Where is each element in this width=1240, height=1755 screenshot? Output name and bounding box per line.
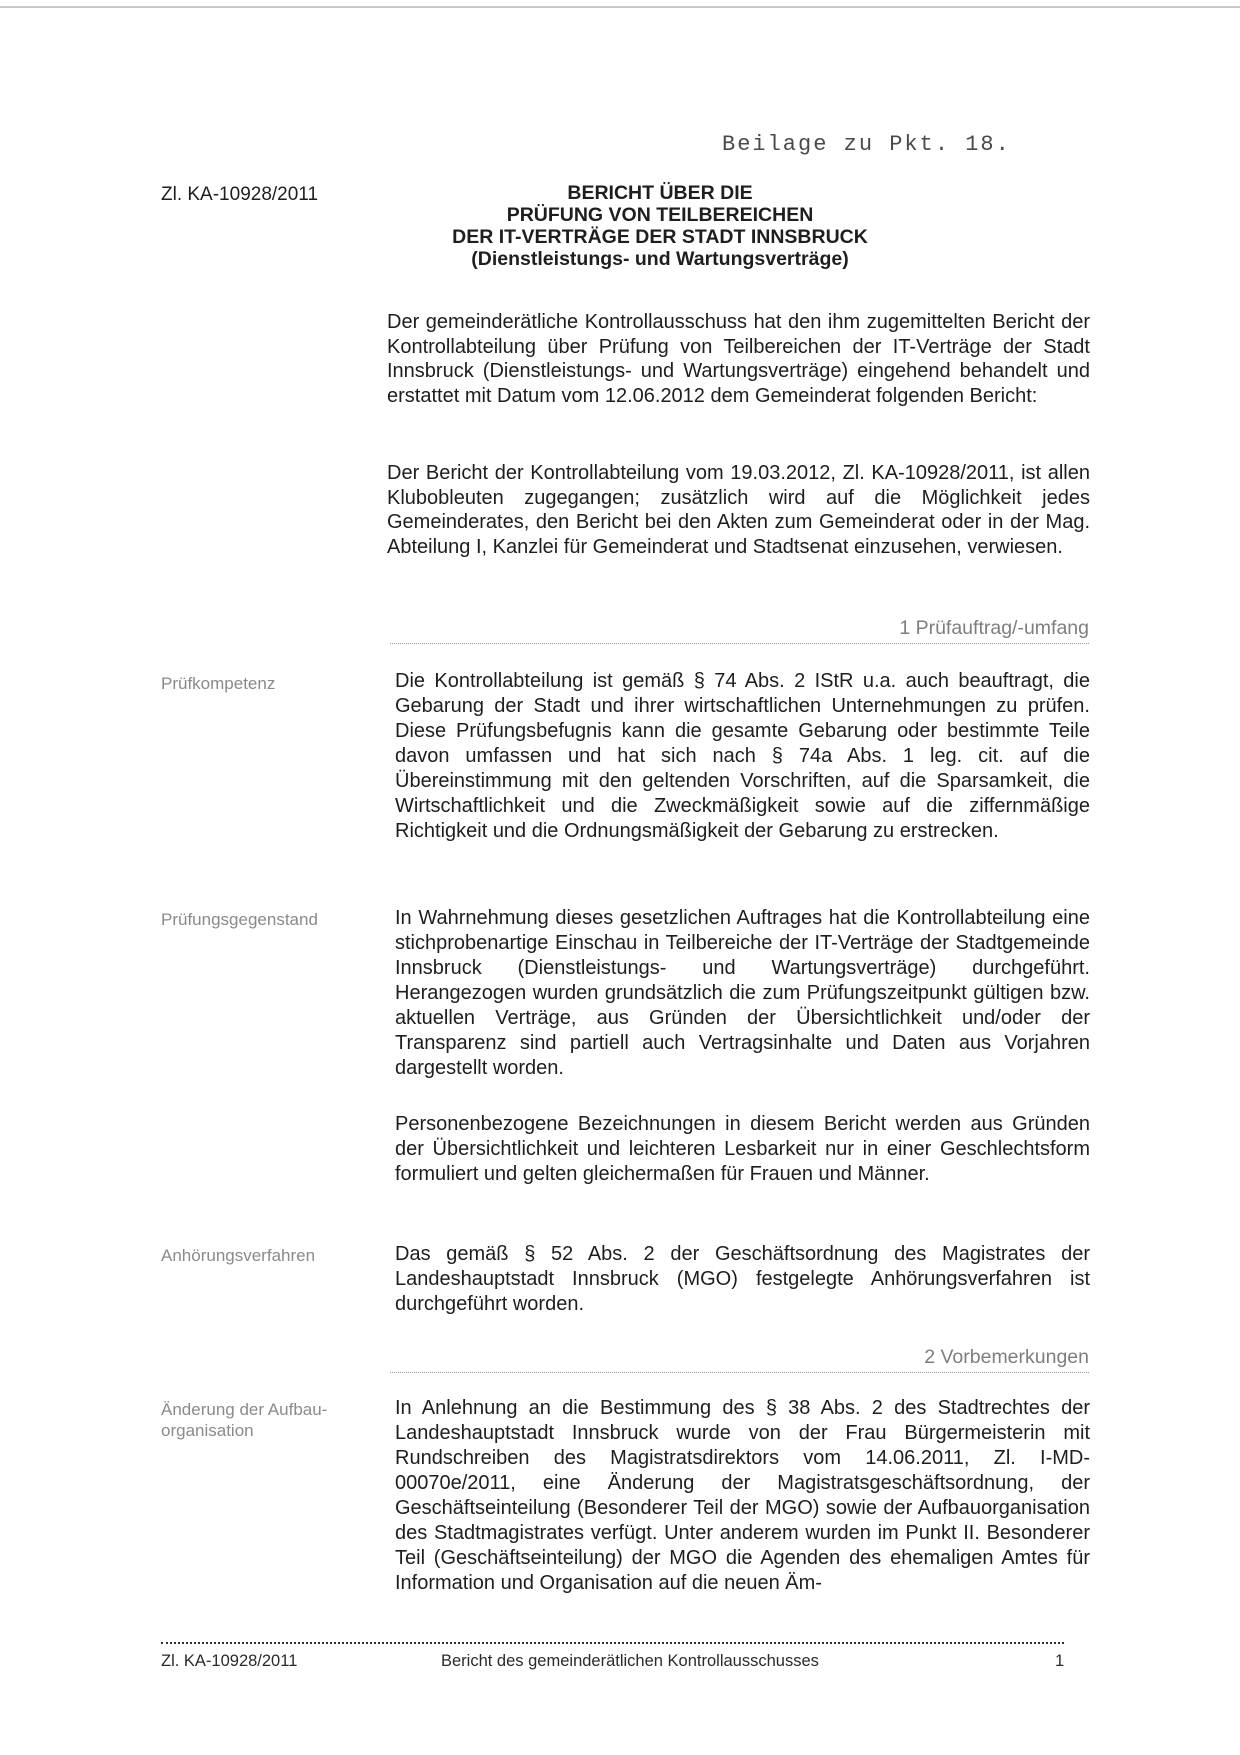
paragraph-aufbauorganisation: In Anlehnung an die Bestimmung des § 38 Abs. 2 des Stadtrechtes der Landeshauptstadt Innsbruck wurde von der Frau Bürgermeisterin mit Rundschreiben des Magistratsdirektors vom 14.06.2011, Zl. I-MD-00070e/2011, eine Änderung der Magistratsgeschäftsordnung, der Geschäftseinteilung (Besonderer Teil der MGO) sowie der Aufbauorganisation des Stadtmagistrates verfügt. Unter anderem wurden im Punkt II. Besonderer Teil (Geschäftseinteilung) der MGO die Agenden des ehemaligen Amtes für Information und Organisation auf die neuen Äm- <box>395 1397 1090 1594</box>
footer-reference: Zl. KA-10928/2011 <box>161 1652 298 1670</box>
section-divider-1 <box>390 643 1089 644</box>
title-line-4: (Dienstleistungs- und Wartungsverträge) <box>471 248 849 270</box>
paragraph-pruefungsgegenstand: In Wahrnehmung dieses gesetzlichen Auftrages hat die Kontrollabteilung eine stichprobenartige Einschau in Teilbereiche der IT-Verträge der Stadtgemeinde Innsbruck (Dienstleistungs- und Wartungsverträge) durchgeführt. Herangezogen wurden grundsätzlich die zum Prüfungszeitpunkt gültigen bzw. aktuellen Verträge, aus Gründen der Übersichtlichkeit und/oder der Transparenz sind partiell auch Vertragsinhalte und Daten aus Vorjahren dargestellt worden. <box>395 907 1090 1079</box>
paragraph-anhoerungsverfahren: Das gemäß § 52 Abs. 2 der Geschäftsordnung des Magistrates der Landeshauptstadt Innsbruck (MGO) festgelegte Anhörungsverfahren ist durchgeführt worden. <box>395 1243 1090 1315</box>
paragraph-personenbezeichnungen: Personenbezogene Bezeichnungen in diesem Bericht werden aus Gründen der Übersichtlichkeit und leichteren Lesbarkeit nur in einer Geschlechtsform formuliert und gelten gleichermaßen für Frauen und Männer. <box>395 1113 1090 1185</box>
attachment-stamp: Beilage zu Pkt. 18. <box>722 132 1011 157</box>
title-line-3: DER IT-VERTRÄGE DER STADT INNSBRUCK <box>452 226 868 248</box>
section-heading-1: 1 Prüfauftrag/-umfang <box>899 617 1089 639</box>
scan-edge-line <box>0 6 1240 8</box>
reference-number: Zl. KA-10928/2011 <box>161 184 319 205</box>
margin-label-pruefungsgegenstand: Prüfungsgegenstand <box>161 910 318 929</box>
report-title <box>390 182 930 270</box>
margin-label-anhoerungsverfahren: Anhörungsverfahren <box>161 1246 316 1265</box>
section-divider-2 <box>390 1372 1089 1373</box>
footer-title: Bericht des gemeinderätlichen Kontrollausschusses <box>441 1652 819 1670</box>
section-heading-2: 2 Vorbemerkungen <box>924 1346 1089 1368</box>
margin-label-aufbauorganisation: Änderung der Aufbau- organisation <box>161 1400 328 1440</box>
title-line-1: BERICHT ÜBER DIE <box>567 182 753 204</box>
page-number: 1 <box>1055 1652 1065 1670</box>
intro-paragraph-1: Der gemeinderätliche Kontrollausschuss hat den ihm zugemittelten Bericht der Kontrollabteilung über Prüfung von Teilbereichen der IT-Verträge der Stadt Innsbruck (Dienstleistungs- und Wartungsverträge) eingehend behandelt und erstattet mit Datum vom 12.06.2012 dem Gemeinderat folgenden Bericht: <box>387 311 1090 407</box>
title-line-2: PRÜFUNG VON TEILBEREICHEN <box>506 204 814 226</box>
intro-paragraph-2: Der Bericht der Kontrollabteilung vom 19.03.2012, Zl. KA-10928/2011, ist allen Klubobleuten zugegangen; zusätzlich wird auf die Möglichkeit jedes Gemeinderates, den Bericht bei den Akten zum Gemeinderat oder in der Mag. Abteilung I, Kanzlei für Gemeinderat und Stadtsenat einzusehen, verwiesen. <box>387 462 1090 558</box>
footer-divider <box>161 1642 1064 1644</box>
margin-label-pruefkompetenz: Prüfkompetenz <box>161 674 276 693</box>
paragraph-pruefkompetenz: Die Kontrollabteilung ist gemäß § 74 Abs. 2 IStR u.a. auch beauftragt, die Gebarung der Stadt und ihrer wirtschaftlichen Unternehmungen zu prüfen. Diese Prüfungsbefugnis kann die gesamte Gebarung oder bestimmte Teile davon umfassen und hat sich nach § 74a Abs. 1 leg. cit. auf die Übereinstimmung mit den geltenden Vorschriften, auf die Sparsamkeit, die Wirtschaftlichkeit und die Zweckmäßigkeit sowie auf die ziffernmäßige Richtigkeit und die Ordnungsmäßigkeit der Gebarung zu erstrecken. <box>395 670 1090 842</box>
